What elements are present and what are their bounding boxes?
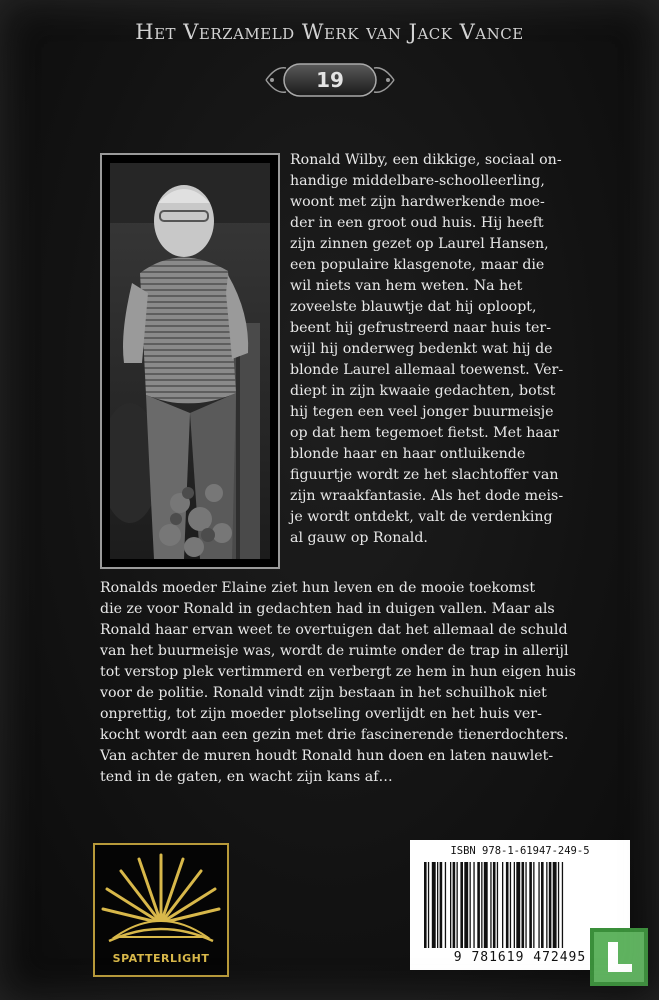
blurb-line: blonde haar en haar ontluikende (290, 446, 526, 462)
publisher-name: SPATTERLIGHT (112, 952, 210, 965)
barcode-bar (497, 862, 498, 948)
barcode-bar (502, 862, 503, 948)
blurb-line: wil niets van hem weten. Na het (290, 278, 523, 294)
blurb-line: Ronalds moeder Elaine ziet hun leven en de mooie toekomst (100, 580, 536, 596)
barcode-bar (553, 862, 557, 948)
blurb-line: diept in zijn kwaaie gedachten, botst (290, 383, 556, 399)
blurb-line: tot verstop plek vertimmerd en verbergt ze hem in hun eigen huis (100, 664, 576, 680)
blurb-line: een populaire klasgenote, maar die (290, 257, 545, 273)
barcode-bar (538, 862, 539, 948)
barcode-bar (450, 862, 451, 948)
barcode-bar (460, 862, 463, 948)
blurb-line: woont met zijn hardwerkende moe- (290, 194, 545, 210)
barcode-bar (529, 862, 532, 948)
blurb-line: zijn wraakfantasie. Als het dode meis- (290, 488, 564, 504)
barcode-bar (558, 862, 559, 948)
blurb-line: beent hij gefrustreerd naar huis ter- (290, 320, 552, 336)
blurb-line: handige middelbare-schoolleerling, (290, 173, 545, 189)
corner-sticker-icon (590, 928, 648, 986)
blurb-line: zoveelste blauwtje dat hij oploopt, (290, 299, 537, 315)
blurb-line: Ronald Wilby, een dikkige, sociaal on- (290, 152, 562, 168)
barcode-bar (453, 862, 456, 948)
volume-number: 19 (316, 68, 344, 92)
barcode-bar (510, 862, 511, 948)
author-photo-icon (110, 163, 270, 559)
barcode-bar (546, 862, 547, 948)
blurb-line: die ze voor Ronald in gedachten had in duigen vallen. Maar als (100, 601, 555, 617)
barcode-bar (484, 862, 488, 948)
barcode-bar (457, 862, 458, 948)
publisher-logo (93, 843, 229, 977)
barcode-bar (440, 862, 443, 948)
barcode-bar (470, 862, 471, 948)
blurb-line: wijl hij onderweg bedenkt wat hij de (290, 341, 553, 357)
barcode-bar (562, 862, 563, 948)
barcode-bar (525, 862, 526, 948)
series-title: Het Verzameld Werk van Jack Vance (135, 20, 524, 44)
barcode-digits: 9 781619 472495 (453, 950, 587, 965)
blurb-line: op dat hem tegemoet fietst. Met haar (290, 425, 560, 441)
blurb-line: hij tegen een veel jonger buurmeisje (290, 404, 554, 420)
barcode-bar (445, 862, 446, 948)
isbn-label: ISBN 978-1-61947-249-5 (450, 845, 590, 857)
barcode-bar (514, 862, 515, 948)
blurb-continued (100, 578, 650, 788)
blurb-line: der in een groot oud huis. Hij heeft (290, 215, 544, 231)
barcode-bar (506, 862, 509, 948)
barcode-bar (424, 862, 427, 948)
blurb-line: al gauw op Ronald. (290, 530, 428, 546)
blurb-intro (290, 150, 650, 549)
blurb-line: van het buurmeisje was, wordt de ruimte onder de trap in allerijl (100, 643, 569, 659)
barcode-bar (437, 862, 438, 948)
barcode-bar (490, 862, 491, 948)
blurb-line: zijn zinnen gezet op Laurel Hansen, (290, 236, 549, 252)
barcode-bar (549, 862, 552, 948)
blurb-line: figuurtje wordt ze het slachtoffer van (290, 467, 559, 483)
barcode-bar (464, 862, 468, 948)
barcode-bar (516, 862, 520, 948)
blurb-line: Van achter de muren houdt Ronald hun doen en laten nauwlet- (100, 748, 554, 764)
barcode-bar (432, 862, 436, 948)
blurb-line: voor de politie. Ronald vindt zijn bestaan in het schuilhok niet (100, 685, 547, 701)
barcode-bar (541, 862, 544, 948)
barcode-bar (428, 862, 429, 948)
barcode-icon (422, 862, 618, 948)
blurb-line: kocht wordt aan een gezin met drie fascinerende tienerdochters. (100, 727, 569, 743)
blurb-line: onprettig, tot zijn moeder plotseling overlijdt en het huis ver- (100, 706, 542, 722)
barcode-bar (481, 862, 482, 948)
blurb-line: je wordt ontdekt, valt de verdenking (290, 509, 553, 525)
barcode-bar (522, 862, 525, 948)
volume-badge (262, 60, 398, 100)
barcode-bar (493, 862, 496, 948)
blurb-line: blonde Laurel allemaal toewenst. Ver- (290, 362, 564, 378)
barcode-bar (477, 862, 480, 948)
barcode-bar (533, 862, 534, 948)
barcode-bar (473, 862, 474, 948)
blurb-line: tend in de gaten, en wacht zijn kans af… (100, 769, 393, 785)
blurb-line: Ronald haar ervan weet te overtuigen dat het allemaal de schuld (100, 622, 568, 638)
author-photo (100, 153, 280, 569)
